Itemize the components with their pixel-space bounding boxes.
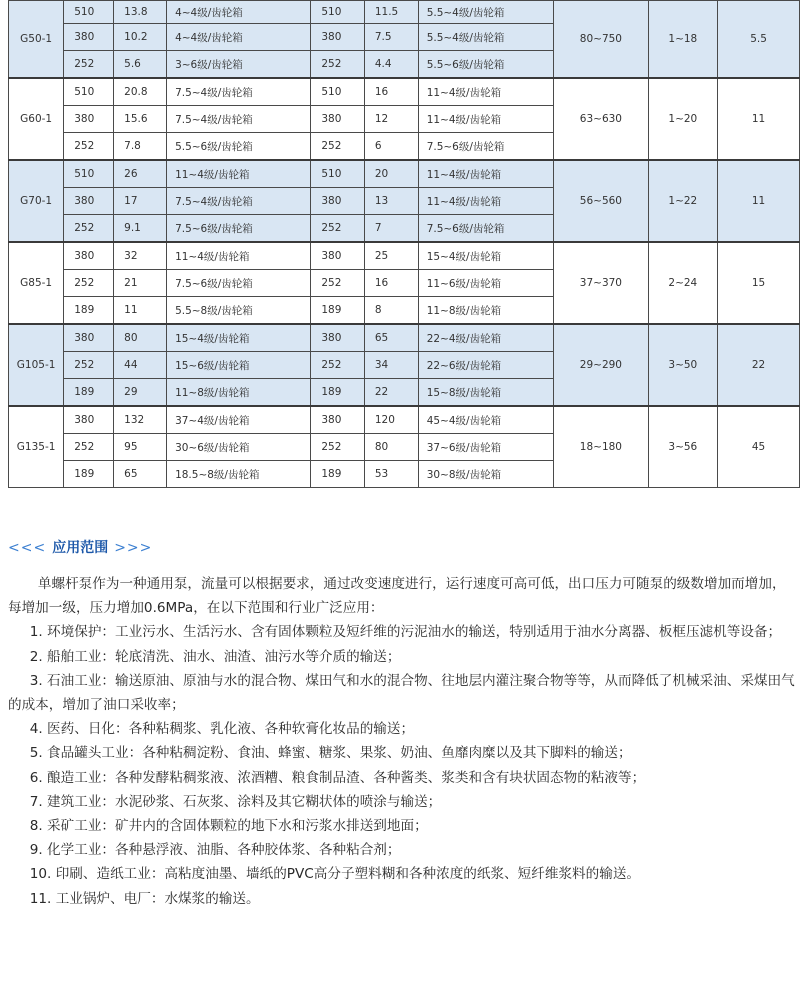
motor-cell: 7.5~4级/齿轮箱 xyxy=(167,78,311,106)
flow-cell: 11 xyxy=(114,297,167,325)
flow-cell: 22 xyxy=(364,379,418,407)
flow-cell: 29 xyxy=(114,379,167,407)
power-cell: 15 xyxy=(718,242,800,324)
speed-cell: 252 xyxy=(64,133,114,161)
flow-cell: 80 xyxy=(114,324,167,352)
flow-cell: 25 xyxy=(364,242,418,270)
speed-cell: 380 xyxy=(64,324,114,352)
model-cell: G105-1 xyxy=(9,324,64,406)
motor-cell: 3~6级/齿轮箱 xyxy=(167,51,311,79)
application-item: 6. 酿造工业：各种发酵粘稠浆液、浓酒糟、粮食制品渣、各种酱类、浆类和含有块状固态物的粘液等； xyxy=(29,769,646,786)
motor-cell: 5.5~4级/齿轮箱 xyxy=(418,24,554,51)
speed-cell: 252 xyxy=(311,51,364,79)
flow-cell: 9.1 xyxy=(114,215,167,243)
capacity-cell: 80~750 xyxy=(554,1,648,79)
flow-cell: 120 xyxy=(364,406,418,434)
speed-cell: 380 xyxy=(64,106,114,133)
speed-cell: 252 xyxy=(311,133,364,161)
section-heading xyxy=(8,537,152,557)
flow-cell: 4.4 xyxy=(364,51,418,79)
section-title: 应用范围 xyxy=(52,540,109,556)
flow-cell: 16 xyxy=(364,78,418,106)
speed-cell: 380 xyxy=(311,106,364,133)
application-item: 4. 医药、日化：各种粘稠浆、乳化液、各种软膏化妆品的输送； xyxy=(29,721,415,738)
application-text xyxy=(8,572,798,911)
capacity-cell: 63~630 xyxy=(554,78,648,160)
speed-cell: 189 xyxy=(64,297,114,325)
speed-cell: 510 xyxy=(64,78,114,106)
speed-cell: 510 xyxy=(311,1,364,24)
model-cell: G85-1 xyxy=(9,242,64,324)
speed-cell: 252 xyxy=(64,215,114,243)
motor-cell: 15~4级/齿轮箱 xyxy=(418,242,554,270)
intro-paragraph: 单螺杆泵作为一种通用泵，流量可以根据要求，通过改变速度进行，运行速度可高可低，出口压力可随泵的级数增加而增加，每增加一级，压力增加0.6MPa，在以下范围和行业广泛应用： xyxy=(8,576,786,617)
motor-cell: 4~4级/齿轮箱 xyxy=(167,1,311,24)
power-cell: 22 xyxy=(718,324,800,406)
flow-cell: 16 xyxy=(364,270,418,297)
speed-cell: 189 xyxy=(311,297,364,325)
motor-cell: 5.5~6级/齿轮箱 xyxy=(167,133,311,161)
speed-cell: 380 xyxy=(64,406,114,434)
flow-cell: 132 xyxy=(114,406,167,434)
flow-cell: 15.6 xyxy=(114,106,167,133)
application-item: 10. 印刷、造纸工业：高粘度油墨、墙纸的PVC高分子塑料糊和各种浓度的纸浆、短纤维浆料的输送。 xyxy=(29,866,641,883)
motor-cell: 7.5~6级/齿轮箱 xyxy=(418,133,554,161)
speed-cell: 252 xyxy=(311,270,364,297)
pressure-cell: 1~20 xyxy=(648,78,718,160)
speed-cell: 380 xyxy=(311,188,364,215)
speed-cell: 510 xyxy=(311,160,364,188)
application-item: 7. 建筑工业：水泥砂浆、石灰浆、涂料及其它糊状体的喷涂与输送； xyxy=(29,793,442,810)
speed-cell: 380 xyxy=(64,242,114,270)
model-group xyxy=(9,324,800,406)
pressure-cell: 1~22 xyxy=(648,160,718,242)
flow-cell: 65 xyxy=(364,324,418,352)
speed-cell: 189 xyxy=(64,379,114,407)
capacity-cell: 37~370 xyxy=(554,242,648,324)
speed-cell: 189 xyxy=(64,461,114,488)
motor-cell: 11~6级/齿轮箱 xyxy=(418,270,554,297)
flow-cell: 7.5 xyxy=(364,24,418,51)
model-group xyxy=(9,160,800,242)
flow-cell: 12 xyxy=(364,106,418,133)
motor-cell: 18.5~8级/齿轮箱 xyxy=(167,461,311,488)
speed-cell: 252 xyxy=(64,352,114,379)
flow-cell: 10.2 xyxy=(114,24,167,51)
model-group xyxy=(9,406,800,488)
table-row xyxy=(9,324,800,352)
table-row xyxy=(9,1,800,24)
pump-spec-table xyxy=(8,0,800,488)
motor-cell: 11~8级/齿轮箱 xyxy=(167,379,311,407)
speed-cell: 252 xyxy=(64,270,114,297)
motor-cell: 15~6级/齿轮箱 xyxy=(167,352,311,379)
speed-cell: 380 xyxy=(311,324,364,352)
flow-cell: 95 xyxy=(114,434,167,461)
power-cell: 11 xyxy=(718,160,800,242)
flow-cell: 6 xyxy=(364,133,418,161)
flow-cell: 8 xyxy=(364,297,418,325)
speed-cell: 510 xyxy=(311,78,364,106)
model-group xyxy=(9,1,800,79)
speed-cell: 252 xyxy=(64,434,114,461)
flow-cell: 20.8 xyxy=(114,78,167,106)
flow-cell: 32 xyxy=(114,242,167,270)
flow-cell: 53 xyxy=(364,461,418,488)
model-group xyxy=(9,78,800,160)
flow-cell: 11.5 xyxy=(364,1,418,24)
motor-cell: 15~4级/齿轮箱 xyxy=(167,324,311,352)
capacity-cell: 18~180 xyxy=(554,406,648,488)
motor-cell: 11~4级/齿轮箱 xyxy=(418,188,554,215)
motor-cell: 45~4级/齿轮箱 xyxy=(418,406,554,434)
motor-cell: 5.5~8级/齿轮箱 xyxy=(167,297,311,325)
motor-cell: 11~4级/齿轮箱 xyxy=(418,106,554,133)
motor-cell: 7.5~4级/齿轮箱 xyxy=(167,106,311,133)
motor-cell: 37~4级/齿轮箱 xyxy=(167,406,311,434)
table-row xyxy=(9,242,800,270)
speed-cell: 252 xyxy=(311,434,364,461)
motor-cell: 11~4级/齿轮箱 xyxy=(418,160,554,188)
flow-cell: 65 xyxy=(114,461,167,488)
motor-cell: 15~8级/齿轮箱 xyxy=(418,379,554,407)
flow-cell: 7 xyxy=(364,215,418,243)
motor-cell: 7.5~6级/齿轮箱 xyxy=(418,215,554,243)
pressure-cell: 3~50 xyxy=(648,324,718,406)
flow-cell: 44 xyxy=(114,352,167,379)
speed-cell: 252 xyxy=(311,352,364,379)
left-arrows: <<< xyxy=(8,540,47,556)
application-item: 3. 石油工业：输送原油、原油与水的混合物、煤田气和水的混合物、往地层内灌注聚合物等等，从而降低了机械采油、采煤田气的成本，增加了油口采收率； xyxy=(8,672,795,714)
application-item: 2. 船舶工业：轮底清洗、油水、油渣、油污水等介质的输送； xyxy=(29,648,401,665)
motor-cell: 7.5~4级/齿轮箱 xyxy=(167,188,311,215)
speed-cell: 380 xyxy=(64,188,114,215)
table-row xyxy=(9,406,800,434)
application-item: 5. 食品罐头工业：各种粘稠淀粉、食油、蜂蜜、糖浆、果浆、奶油、鱼靡肉糜以及其下脚料的输送； xyxy=(29,745,632,762)
application-item: 11. 工业锅炉、电厂：水煤浆的输送。 xyxy=(29,890,260,907)
pressure-cell: 2~24 xyxy=(648,242,718,324)
flow-cell: 13 xyxy=(364,188,418,215)
speed-cell: 189 xyxy=(311,461,364,488)
motor-cell: 22~6级/齿轮箱 xyxy=(418,352,554,379)
speed-cell: 252 xyxy=(311,215,364,243)
model-group xyxy=(9,242,800,324)
speed-cell: 252 xyxy=(64,51,114,79)
motor-cell: 11~4级/齿轮箱 xyxy=(167,160,311,188)
pressure-cell: 1~18 xyxy=(648,1,718,79)
speed-cell: 510 xyxy=(64,160,114,188)
speed-cell: 189 xyxy=(311,379,364,407)
power-cell: 45 xyxy=(718,406,800,488)
motor-cell: 7.5~6级/齿轮箱 xyxy=(167,270,311,297)
motor-cell: 7.5~6级/齿轮箱 xyxy=(167,215,311,243)
motor-cell: 4~4级/齿轮箱 xyxy=(167,24,311,51)
speed-cell: 380 xyxy=(64,24,114,51)
flow-cell: 21 xyxy=(114,270,167,297)
speed-cell: 380 xyxy=(311,406,364,434)
flow-cell: 17 xyxy=(114,188,167,215)
application-item: 1. 环境保护：工业污水、生活污水、含有固体颗粒及短纤维的污泥油水的输送，特别适用于油水分离器、板框压滤机等设备； xyxy=(29,624,782,641)
table-row xyxy=(9,78,800,106)
power-cell: 11 xyxy=(718,78,800,160)
model-cell: G60-1 xyxy=(9,78,64,160)
capacity-cell: 56~560 xyxy=(554,160,648,242)
flow-cell: 7.8 xyxy=(114,133,167,161)
motor-cell: 5.5~4级/齿轮箱 xyxy=(418,1,554,24)
model-cell: G70-1 xyxy=(9,160,64,242)
flow-cell: 5.6 xyxy=(114,51,167,79)
motor-cell: 30~8级/齿轮箱 xyxy=(418,461,554,488)
speed-cell: 510 xyxy=(64,1,114,24)
model-cell: G135-1 xyxy=(9,406,64,488)
right-arrows: >>> xyxy=(114,540,153,556)
flow-cell: 80 xyxy=(364,434,418,461)
motor-cell: 22~4级/齿轮箱 xyxy=(418,324,554,352)
flow-cell: 13.8 xyxy=(114,1,167,24)
application-item: 9. 化学工业：各种悬浮液、油脂、各种胶体浆、各种粘合剂； xyxy=(29,842,401,859)
speed-cell: 380 xyxy=(311,24,364,51)
application-item: 8. 采矿工业：矿井内的含固体颗粒的地下水和污浆水排送到地面； xyxy=(29,818,428,835)
flow-cell: 20 xyxy=(364,160,418,188)
motor-cell: 5.5~6级/齿轮箱 xyxy=(418,51,554,79)
flow-cell: 34 xyxy=(364,352,418,379)
table-row xyxy=(9,160,800,188)
flow-cell: 26 xyxy=(114,160,167,188)
model-cell: G50-1 xyxy=(9,1,64,79)
pressure-cell: 3~56 xyxy=(648,406,718,488)
motor-cell: 30~6级/齿轮箱 xyxy=(167,434,311,461)
capacity-cell: 29~290 xyxy=(554,324,648,406)
power-cell: 5.5 xyxy=(718,1,800,79)
speed-cell: 380 xyxy=(311,242,364,270)
motor-cell: 11~4级/齿轮箱 xyxy=(167,242,311,270)
motor-cell: 11~4级/齿轮箱 xyxy=(418,78,554,106)
motor-cell: 37~6级/齿轮箱 xyxy=(418,434,554,461)
motor-cell: 11~8级/齿轮箱 xyxy=(418,297,554,325)
